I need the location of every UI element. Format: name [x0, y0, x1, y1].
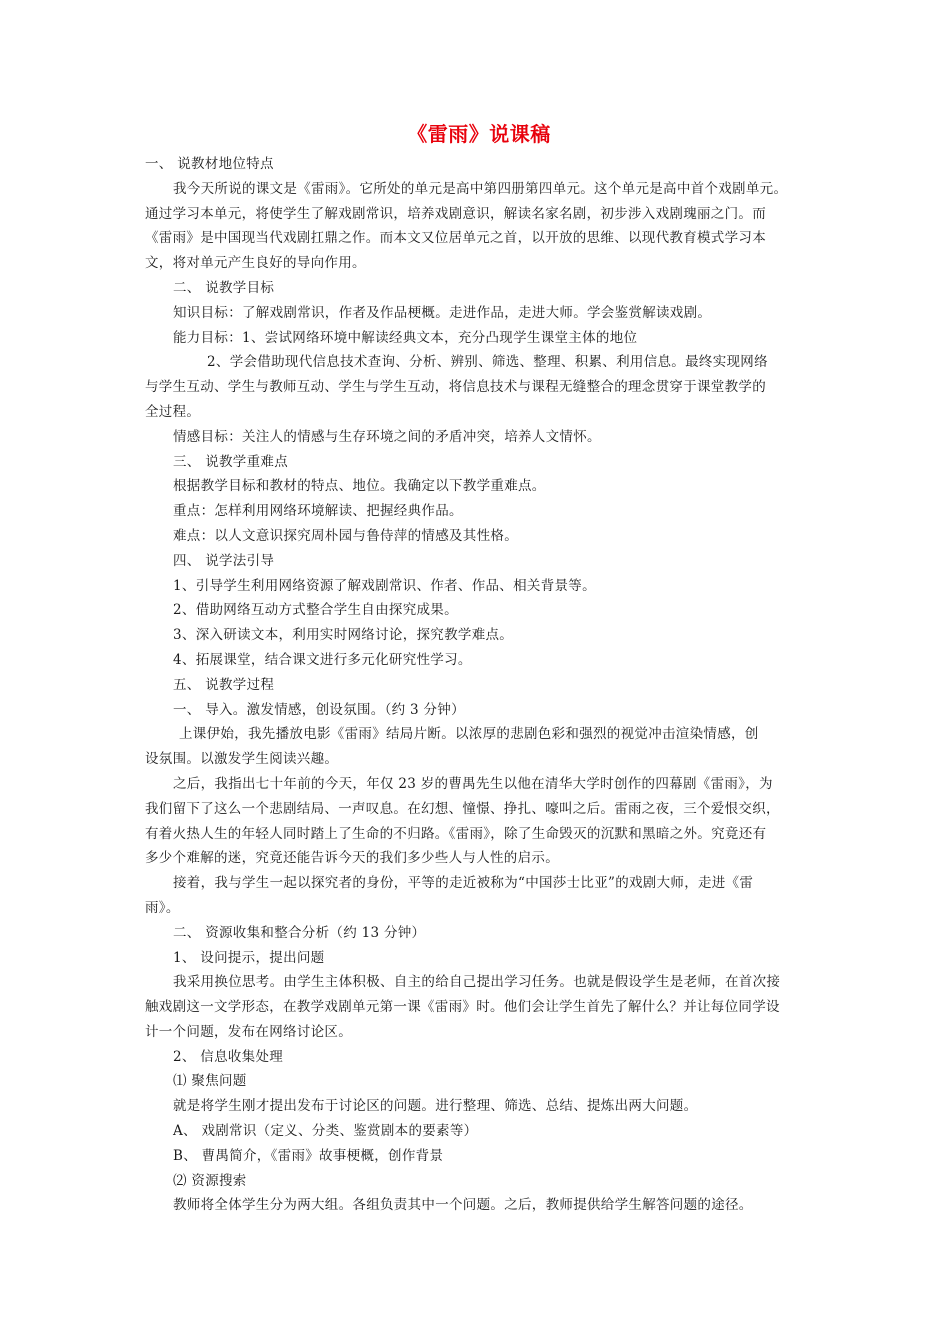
document-title: 《雷雨》说课稿: [407, 122, 551, 146]
text-line: ⑵ 资源搜索: [173, 1172, 247, 1189]
text-line: 五、 说教学过程: [173, 676, 275, 693]
text-line: 1、引导学生利用网络资源了解戏剧常识、作者、作品、相关背景等。: [173, 577, 596, 594]
text-line: 难点：以人文意识探究周朴园与鲁侍萍的情感及其性格。: [173, 527, 518, 544]
text-line: 《雷雨》是中国现当代戏剧扛鼎之作。而本文又位居单元之首，以开放的思维、以现代教育模式学习本: [145, 230, 766, 247]
text-line: 四、 说学法引导: [173, 552, 275, 569]
text-line: 4、拓展课堂，结合课文进行多元化研究性学习。: [173, 651, 472, 668]
document-page: [145, 120, 813, 1218]
text-line: 雨》。: [145, 899, 180, 916]
text-line: 2、借助网络互动方式整合学生自由探究成果。: [173, 602, 458, 619]
text-line: 上课伊始，我先播放电影《雷雨》结局片断。以浓厚的悲剧色彩和强烈的视觉冲击渲染情感，创: [179, 726, 759, 743]
text-line: 重点：怎样利用网络环境解读、把握经典作品。: [173, 503, 463, 520]
text-line: 文，将对单元产生良好的导向作用。: [145, 255, 366, 272]
text-line: B、 曹禺简介，《雷雨》故事梗概，创作背景: [173, 1147, 444, 1164]
text-line: 情感目标：关注人的情感与生存环境之间的矛盾冲突，培养人文情怀。: [173, 428, 601, 445]
text-line: 能力目标：1、尝试网络环境中解读经典文本，充分凸现学生课堂主体的地位: [173, 329, 638, 346]
text-line: 2、 信息收集处理: [173, 1048, 284, 1065]
text-line: 有着火热人生的年轻人同时踏上了生命的不归路。《雷雨》，除了生命毁灭的沉默和黑暗之外。究竟还有: [145, 825, 767, 842]
text-line: 知识目标：了解戏剧常识，作者及作品梗概。走进作品，走进大师。学会鉴赏解读戏剧。: [173, 304, 712, 321]
text-line: 全过程。: [145, 403, 201, 420]
text-line: 二、 资源收集和整合分析（约 13 分钟）: [173, 924, 426, 941]
text-line: 3、深入研读文本，利用实时网络讨论，探究教学难点。: [173, 627, 514, 644]
text-line: 接着，我与学生一起以探究者的身份，平等的走近被称为“中国莎士比亚”的戏剧大师，走进《雷: [173, 875, 754, 892]
text-line: 根据教学目标和教材的特点、地位。我确定以下教学重难点。: [173, 478, 546, 495]
text-line: 我们留下了这么一个悲剧结局、一声叹息。在幻想、憧憬、挣扎、嚎叫之后。雷雨之夜，三个爱恨交织，: [145, 800, 780, 817]
document-body: [145, 152, 813, 1218]
text-line: 我今天所说的课文是《雷雨》。它所处的单元是高中第四册第四单元。这个单元是高中首个戏剧单元。: [173, 180, 788, 197]
text-line: 之后，我指出七十年前的今天，年仅 23 岁的曹禺先生以他在清华大学时创作的四幕剧《雷雨》，为: [173, 775, 773, 792]
text-line: 就是将学生刚才提出发布于讨论区的问题。进行整理、筛选、总结、提炼出两大问题。: [173, 1098, 698, 1115]
text-line: 触戏剧这一文学形态，在教学戏剧单元第一课《雷雨》时。他们会让学生首先了解什么？并让每位同学设: [145, 999, 780, 1016]
text-line: 教师将全体学生分为两大组。各组负责其中一个问题。之后，教师提供给学生解答问题的途径。: [173, 1197, 753, 1214]
text-line: 通过学习本单元，将使学生了解戏剧常识，培养戏剧意识，解读名家名剧，初步涉入戏剧瑰丽之门。而: [145, 205, 766, 222]
text-line: 一、 导入。激发情感，创设氛围。（约 3 分钟）: [173, 701, 465, 718]
text-line: 三、 说教学重难点: [173, 453, 288, 470]
text-line: 二、 说教学目标: [173, 279, 275, 296]
text-line: 1、 设问提示，提出问题: [173, 949, 325, 966]
text-line: ⑴ 聚焦问题: [173, 1073, 247, 1090]
text-line: 与学生互动、学生与教师互动、学生与学生互动，将信息技术与课程无缝整合的理念贯穿于课堂教学的: [145, 379, 766, 396]
text-line: A、 戏剧常识（定义、分类、鉴赏剧本的要素等）: [173, 1123, 478, 1140]
text-line: 设氛围。以激发学生阅读兴趣。: [145, 751, 339, 768]
text-line: 我采用换位思考。由学生主体积极、自主的给自己提出学习任务。也就是假设学生是老师，在首次接: [173, 974, 781, 991]
text-line: 计一个问题，发布在网络讨论区。: [145, 1023, 352, 1040]
text-line: 2、学会借助现代信息技术查询、分析、辨别、筛选、整理、积累、利用信息。最终实现网络: [207, 354, 768, 371]
text-line: 一、 说教材地位特点: [145, 156, 274, 172]
text-line: 多少个难解的迷，究竟还能告诉今天的我们多少些人与人性的启示。: [145, 850, 559, 867]
